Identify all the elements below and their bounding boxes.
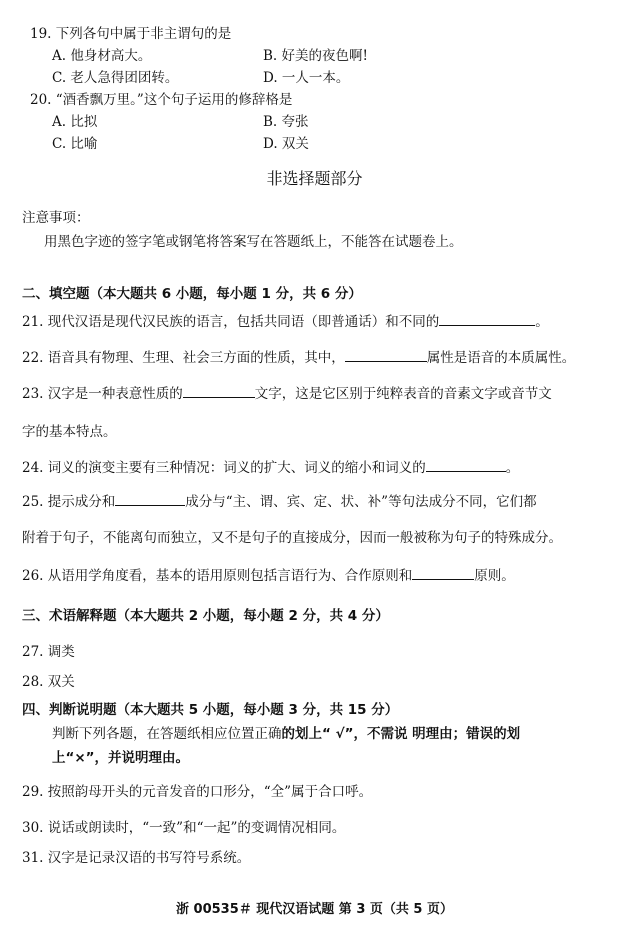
question-20-option-c: C. 比喻: [52, 136, 98, 152]
question-23-continued: 文字，这是它区别于纯粹表音的音素文字或音节文: [254, 386, 552, 402]
notice-heading: 注意事项：: [22, 210, 90, 226]
section-title: 非选择题部分: [266, 169, 363, 188]
question-24-text: 24. 词义的演变主要有三种情况：词义的扩大、词义的缩小和词义的: [22, 460, 426, 476]
part4-instructions-text: 判断下列各题，在答题纸相应位置正确: [52, 726, 282, 742]
question-19-option-d: D. 一人一本。: [263, 70, 350, 86]
question-30: 30. 说话或朗读时，“一致”和“一起”的变调情况相同。: [22, 820, 346, 836]
question-26-text: 26. 从语用学角度看，基本的语用原则包括言语行为、合作原则和: [22, 568, 413, 584]
answer-blank: [412, 567, 474, 580]
page-footer: 浙 00535＃ 现代汉语试题 第 3 页（共 5 页）: [176, 902, 453, 917]
part4-instructions-line2: 上“×”，并说明理由。: [52, 750, 190, 766]
question-21-end: 。: [535, 314, 549, 330]
part4-heading: 四、判断说明题（本大题共 5 小题，每小题 3 分，共 15 分）: [22, 702, 399, 718]
question-31: 31. 汉字是记录汉语的书写符号系统。: [22, 850, 251, 866]
question-19-option-a: A. 他身材高大。: [52, 48, 152, 64]
question-23-text: 23. 汉字是一种表意性质的: [22, 386, 183, 402]
notice-body: 用黑色字迹的签字笔或钢笔将答案写在答题纸上，不能答在试题卷上。: [44, 234, 463, 250]
question-25-continued: 成分与“主、谓、宾、定、状、补”等句法成分不同，它们都: [185, 494, 537, 510]
question-22-text: 22. 语音具有物理、生理、社会三方面的性质，其中，: [22, 350, 345, 366]
question-23: [22, 382, 552, 402]
question-24: [22, 456, 519, 476]
part3-heading: 三、术语解释题（本大题共 2 小题，每小题 2 分，共 4 分）: [22, 608, 389, 624]
question-26: [22, 564, 515, 584]
question-19-option-b: B. 好美的夜色啊!: [263, 48, 368, 64]
question-20-option-d: D. 双关: [263, 136, 309, 152]
answer-blank: [426, 459, 506, 472]
question-20-option-b: B. 夸张: [263, 114, 309, 130]
question-21: [22, 310, 549, 330]
question-23-line2: 字的基本特点。: [22, 424, 117, 440]
part4-instructions: [52, 722, 520, 742]
answer-blank: [439, 313, 535, 326]
answer-blank: [115, 493, 185, 506]
question-19-stem: 19. 下列各句中属于非主谓句的是: [30, 26, 232, 42]
question-21-text: 21. 现代汉语是现代汉民族的语言，包括共同语（即普通话）和不同的: [22, 314, 440, 330]
answer-blank: [183, 385, 255, 398]
question-25-text: 25. 提示成分和: [22, 494, 116, 510]
question-25-line2: 附着于句子，不能离句而独立，又不是句子的直接成分，因而一般被称为句子的特殊成分。: [22, 530, 562, 546]
part4-instructions-bold: 的划上“ √”，不需说 明理由；错误的划: [281, 726, 521, 742]
answer-blank: [345, 349, 427, 362]
question-20-stem: 20. “酒香飘万里。”这个句子运用的修辞格是: [30, 92, 293, 108]
question-26-end: 原则。: [474, 568, 515, 584]
part2-heading: 二、填空题（本大题共 6 小题，每小题 1 分，共 6 分）: [22, 286, 362, 302]
question-29: 29. 按照韵母开头的元音发音的口形分，“全”属于合口呼。: [22, 784, 373, 800]
question-27: 27. 调类: [22, 644, 75, 660]
question-19-option-c: C. 老人急得团团转。: [52, 70, 179, 86]
question-28: 28. 双关: [22, 674, 75, 690]
question-20-option-a: A. 比拟: [52, 114, 98, 130]
question-24-end: 。: [505, 460, 520, 476]
question-25: [22, 490, 537, 510]
question-22-end: 属性是语音的本质属性。: [426, 350, 576, 366]
question-22: [22, 346, 575, 366]
